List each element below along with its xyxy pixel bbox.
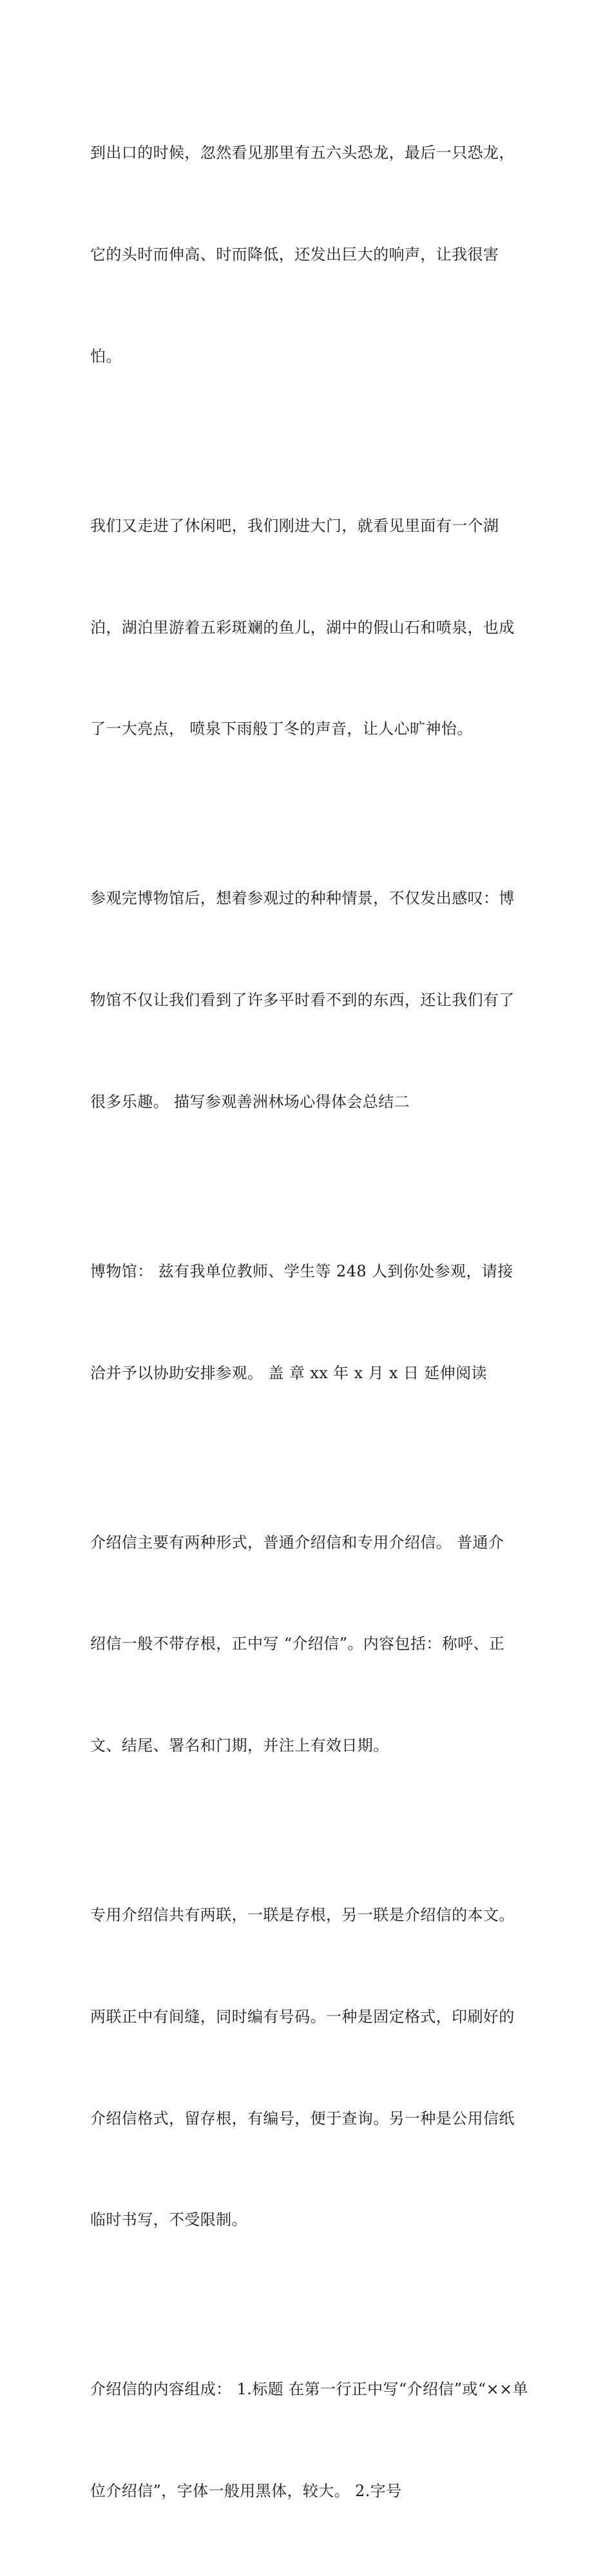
text-line: 了一大亮点， 喷泉下雨般丁冬的声音，让人心旷神怡。 (90, 720, 473, 738)
text-line: 两联正中有间缝，同时编有号码。一种是固定格式，印刷好的 (90, 2007, 515, 2026)
text-line: 泊，湖泊里游着五彩斑斓的鱼儿，湖中的假山石和喷泉，也成 (90, 618, 515, 637)
document-body (90, 68, 528, 2576)
text-line: 文、结尾、署名和门期，并注上有效日期。 (90, 1736, 389, 1755)
text-line: 专用介绍信共有两联，一联是存根，另一联是介绍信的本文。 (90, 1906, 515, 1925)
text-line: 怕。 (90, 347, 122, 365)
paragraph-museum-summary (90, 814, 528, 1187)
text-line: 介绍信格式，留存根，有编号，便于查询。另一种是公用信纸 (90, 2109, 515, 2128)
paragraph-introduction-letter-sample (90, 1187, 528, 1458)
text-line: 介绍信主要有两种形式，普通介绍信和专用介绍信。 普通介 (90, 1533, 504, 1552)
paragraph-letter-composition (90, 2305, 528, 2576)
text-line: 博物馆： 兹有我单位教师、学生等 248 人到你处参观，请接 (90, 1262, 513, 1280)
text-line: 物馆不仅让我们看到了许多平时看不到的东西，还让我们有了 (90, 991, 515, 1010)
text-line: 绍信一般不带存根，正中写 “介绍信”。内容包括：称呼、正 (90, 1635, 505, 1653)
paragraph-dinosaur-exit (90, 68, 528, 441)
text-line: 参观完博物馆后，想着参观过的种种情景，不仅发出感叹：博 (90, 889, 515, 908)
text-line: 它的头时而伸高、时而降低，还发出巨大的响声，让我很害 (90, 245, 499, 264)
text-line: 介绍信的内容组成： 1.标题 在第一行正中写“介绍信”或“××单 (90, 2380, 528, 2399)
text-line: 到出口的时候，忽然看见那里有五六头恐龙，最后一只恐龙， (90, 144, 515, 162)
text-line: 临时书写，不受限制。 (90, 2211, 247, 2229)
text-line: 很多乐趣。 描写参观善洲林场心得体会总结二 (90, 1092, 410, 1111)
paragraph-special-letter (90, 1831, 528, 2305)
text-line: 洽并予以协助安排参观。 盖 章 xx 年 x 月 x 日 延伸阅读 (90, 1363, 487, 1382)
paragraph-letter-forms (90, 1457, 528, 1831)
paragraph-leisure-bar (90, 441, 528, 814)
text-line: 位介绍信”，字体一般用黑体，较大。 2.字号 (90, 2482, 402, 2501)
text-line: 我们又走进了休闲吧，我们刚进大门，就看见里面有一个湖 (90, 516, 499, 535)
